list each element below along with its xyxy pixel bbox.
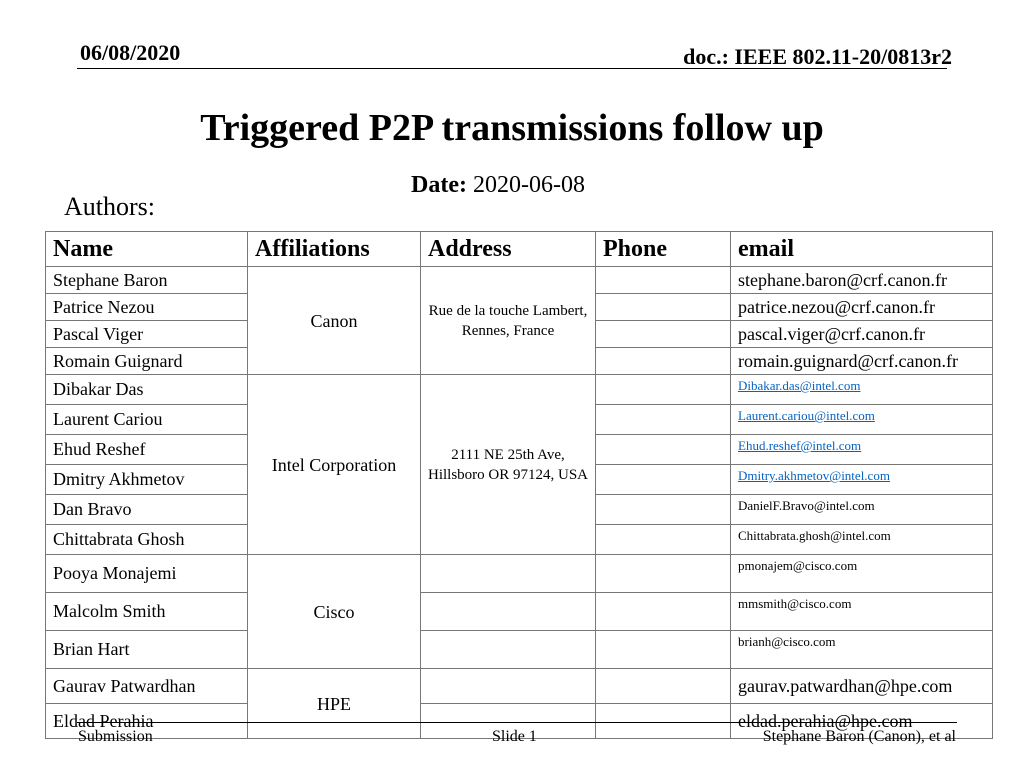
phone-cell bbox=[596, 495, 731, 525]
authors-table bbox=[45, 231, 993, 739]
author-name: Dmitry Akhmetov bbox=[46, 465, 248, 495]
phone-cell bbox=[596, 405, 731, 435]
author-email-link[interactable]: Laurent.cariou@intel.com bbox=[731, 405, 993, 435]
phone-cell bbox=[596, 465, 731, 495]
phone-cell bbox=[596, 375, 731, 405]
date-line bbox=[411, 172, 585, 199]
table-row bbox=[46, 631, 993, 669]
author-name: Gaurav Patwardhan bbox=[46, 669, 248, 704]
phone-cell bbox=[596, 435, 731, 465]
address-cell bbox=[421, 593, 596, 631]
table-row bbox=[46, 555, 993, 593]
header-date: 06/08/2020 bbox=[80, 40, 181, 65]
table-header-row bbox=[46, 232, 993, 267]
author-name: Laurent Cariou bbox=[46, 405, 248, 435]
phone-cell bbox=[596, 321, 731, 348]
col-header-name: Name bbox=[46, 232, 248, 267]
footer-slide-number: Slide 1 bbox=[492, 728, 537, 745]
phone-cell bbox=[596, 267, 731, 294]
author-email-link[interactable]: Dibakar.das@intel.com bbox=[731, 375, 993, 405]
table-row bbox=[46, 669, 993, 704]
affiliation-cell: Cisco bbox=[248, 555, 421, 669]
address-cell bbox=[421, 555, 596, 593]
phone-cell bbox=[596, 294, 731, 321]
phone-cell bbox=[596, 555, 731, 593]
affiliation-cell: HPE bbox=[248, 669, 421, 739]
author-name: Dan Bravo bbox=[46, 495, 248, 525]
author-name: Eldad Perahia bbox=[46, 704, 248, 739]
phone-cell bbox=[596, 525, 731, 555]
col-header-affiliations: Affiliations bbox=[248, 232, 421, 267]
date-value: 2020-06-08 bbox=[472, 172, 585, 198]
affiliation-cell: Intel Corporation bbox=[248, 375, 421, 555]
author-email-link[interactable]: Ehud.reshef@intel.com bbox=[731, 435, 993, 465]
address-cell: 2111 NE 25th Ave, Hillsboro OR 97124, USA bbox=[421, 375, 596, 555]
author-name: Malcolm Smith bbox=[46, 593, 248, 631]
author-email[interactable]: DanielF.Bravo@intel.com bbox=[731, 495, 993, 525]
author-email[interactable]: brianh@cisco.com bbox=[731, 631, 993, 669]
col-header-email: email bbox=[731, 232, 993, 267]
phone-cell bbox=[596, 348, 731, 375]
author-email[interactable]: romain.guignard@crf.canon.fr bbox=[731, 348, 993, 375]
address-cell: Rue de la touche Lambert, Rennes, France bbox=[421, 267, 596, 375]
author-email[interactable]: gaurav.patwardhan@hpe.com bbox=[731, 669, 993, 704]
author-name: Romain Guignard bbox=[46, 348, 248, 375]
phone-cell bbox=[596, 593, 731, 631]
table-row bbox=[46, 267, 993, 294]
author-email[interactable]: Chittabrata.ghosh@intel.com bbox=[731, 525, 993, 555]
slide-title: Triggered P2P transmissions follow up bbox=[200, 107, 824, 149]
header-doc-id: doc.: IEEE 802.11-20/0813r2 bbox=[683, 44, 952, 69]
address-cell bbox=[421, 669, 596, 704]
author-name: Ehud Reshef bbox=[46, 435, 248, 465]
footer-divider bbox=[77, 722, 957, 723]
author-name: Stephane Baron bbox=[46, 267, 248, 294]
author-email[interactable]: eldad.perahia@hpe.com bbox=[731, 704, 993, 739]
phone-cell bbox=[596, 631, 731, 669]
affiliation-cell: Canon bbox=[248, 267, 421, 375]
author-email[interactable]: pascal.viger@crf.canon.fr bbox=[731, 321, 993, 348]
author-email[interactable]: patrice.nezou@crf.canon.fr bbox=[731, 294, 993, 321]
table-row bbox=[46, 593, 993, 631]
author-email[interactable]: mmsmith@cisco.com bbox=[731, 593, 993, 631]
phone-cell bbox=[596, 669, 731, 704]
author-name: Patrice Nezou bbox=[46, 294, 248, 321]
col-header-phone: Phone bbox=[596, 232, 731, 267]
footer-submission: Submission bbox=[78, 728, 153, 745]
header-divider bbox=[77, 68, 947, 69]
authors-label: Authors: bbox=[64, 192, 155, 221]
author-name: Pascal Viger bbox=[46, 321, 248, 348]
phone-cell bbox=[596, 704, 731, 739]
author-name: Pooya Monajemi bbox=[46, 555, 248, 593]
author-email-link[interactable]: Dmitry.akhmetov@intel.com bbox=[731, 465, 993, 495]
date-label: Date: bbox=[411, 172, 467, 198]
author-email[interactable]: stephane.baron@crf.canon.fr bbox=[731, 267, 993, 294]
author-name: Chittabrata Ghosh bbox=[46, 525, 248, 555]
footer-author: Stephane Baron (Canon), et al bbox=[762, 728, 956, 745]
author-email[interactable]: pmonajem@cisco.com bbox=[731, 555, 993, 593]
col-header-address: Address bbox=[421, 232, 596, 267]
author-name: Dibakar Das bbox=[46, 375, 248, 405]
author-name: Brian Hart bbox=[46, 631, 248, 669]
address-cell bbox=[421, 631, 596, 669]
table-row bbox=[46, 375, 993, 405]
